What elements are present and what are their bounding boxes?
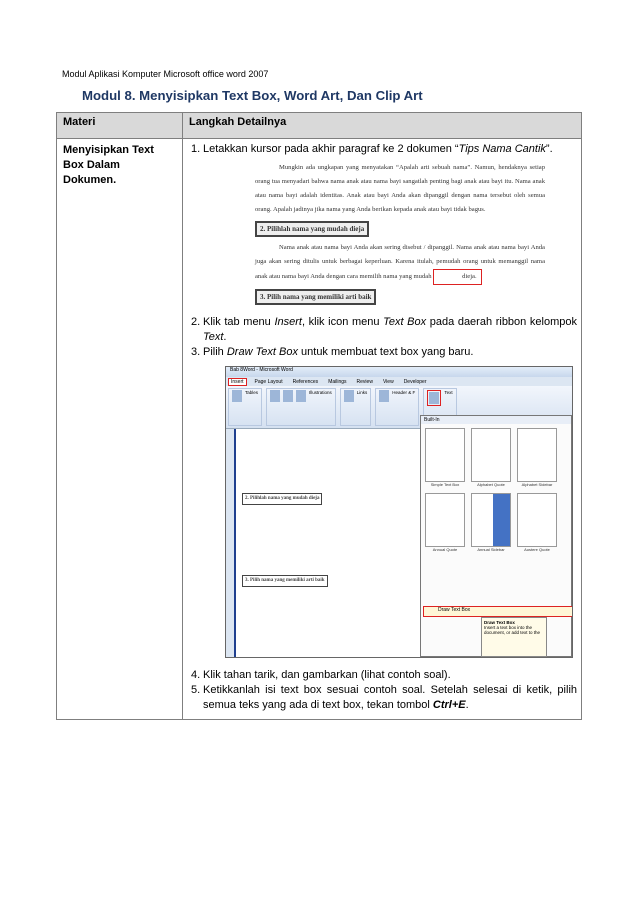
- tab-mailings[interactable]: Mailings: [328, 378, 347, 385]
- gallery-thumbnails: [421, 424, 571, 556]
- text-box-button[interactable]: [427, 390, 441, 406]
- thumb-annual-sidebar[interactable]: Annual Sidebar: [471, 493, 511, 552]
- doc-paragraph-1: Mungkin ada ungkapan yang menyatakan “Apalah arti sebuah nama”. Namun, hendaknya setiap orang tua menyadari bahwa nama anak atau nama bayi sangatlah penting bagi anak atau bayi itu. Nama anak atau nama bayi adalah identitas. Anak atau bayi Anda akan dipanggil dengan nama tersebut oleh semua orang. Apalah jadinya jika nama yang Anda berikan kepada anak atau bayi tidak bagus.: [255, 164, 545, 213]
- clip-art-icon[interactable]: [283, 390, 293, 402]
- step-1: 1. Letakkan kursor pada akhir paragraf ke 2 dokumen “Tips Nama Cantik”.: [191, 143, 553, 155]
- group-tables: Tables: [228, 388, 262, 426]
- step-2: 2. Klik tab menu Insert, klik icon menu Text Box pada daerah ribbon kelompok Text.: [191, 316, 577, 343]
- tab-review[interactable]: Review: [356, 378, 373, 385]
- group-header-footer: Header & F: [375, 388, 419, 426]
- header-icon[interactable]: [379, 390, 389, 402]
- langkah-cell: [183, 139, 582, 720]
- materi-cell: Menyisipkan Text Box Dalam Dokumen.: [57, 139, 183, 720]
- table-header-row: [57, 113, 582, 139]
- doc-heading-3: 3. Pilih nama yang memiliki arti baik: [255, 289, 376, 305]
- table-row: [57, 139, 582, 720]
- shapes-icon[interactable]: [296, 390, 306, 402]
- step-5: 5. Ketikkanlah isi text box sesuai contoh soal. Setelah selesai di ketik, pilih semua teks yang ada di text box, tekan tombol Ctrl+E.: [191, 684, 577, 711]
- gallery-title: Built-In: [421, 416, 571, 424]
- tab-developer[interactable]: Developer: [403, 378, 427, 385]
- cursor-position-marker: dieja.: [433, 269, 481, 285]
- steps-table: [56, 112, 582, 720]
- doc-heading-sample-1: 2. Pilihlah nama yang mudah dieja: [242, 493, 322, 505]
- draw-text-box-menu-item[interactable]: Draw Text Box: [423, 606, 573, 617]
- doc-heading-2: 2. Pilihlah nama yang mudah dieja: [255, 221, 369, 237]
- draw-text-box-tooltip: Draw Text Box Insert a text box into the document, or add text to the: [481, 617, 547, 657]
- hyperlink-icon[interactable]: [344, 390, 354, 402]
- thumb-austere-quote[interactable]: Austere Quote: [517, 493, 557, 552]
- tab-references[interactable]: References: [292, 378, 319, 385]
- doc-paragraph-2: Nama anak atau nama bayi Anda akan sering disebut / dipanggil. Nama anak atau nama bayi Anda juga akan sering ditulis untuk berbagai keperluan. Karena itulah, pemudah orang untuk memanggil nama anak atau nama bayi Anda dengan cara memilih nama yang mudah dieja.: [255, 241, 545, 285]
- table-icon[interactable]: [232, 390, 242, 402]
- group-illustrations: Illustrations: [266, 388, 336, 426]
- picture-icon[interactable]: [270, 390, 280, 402]
- ribbon-tabs: [226, 377, 572, 386]
- header-note: Modul Aplikasi Komputer Microsoft office word 2007: [62, 69, 269, 79]
- document-sample: [255, 161, 545, 309]
- text-box-gallery: [420, 415, 572, 657]
- thumb-alphabet-sidebar[interactable]: Alphabet Sidebar: [517, 428, 557, 487]
- column-header-langkah: Langkah Detailnya: [183, 113, 582, 139]
- step-3: 3. Pilih Draw Text Box untuk membuat text box yang baru.: [191, 346, 474, 358]
- document-area: [234, 429, 438, 657]
- step-4: 4. Klik tahan tarik, dan gambarkan (lihat contoh soal).: [191, 669, 451, 681]
- group-text: Text: [423, 388, 456, 426]
- tab-page-layout[interactable]: Page Layout: [254, 378, 283, 385]
- column-header-materi: Materi: [57, 113, 183, 139]
- tab-insert[interactable]: Insert: [228, 378, 247, 386]
- tab-view[interactable]: View: [382, 378, 394, 385]
- page-title: Modul 8. Menyisipkan Text Box, Word Art, Dan Clip Art: [82, 88, 423, 103]
- word-screenshot: [225, 366, 573, 658]
- group-links: Links: [340, 388, 372, 426]
- thumb-alphabet-quote[interactable]: Alphabet Quote: [471, 428, 511, 487]
- text-box-icon: [429, 392, 439, 404]
- window-title: Bab 8Word - Microsoft Word: [226, 367, 572, 377]
- doc-heading-sample-2: 3. Pilih nama yang memiliki arti baik: [242, 575, 328, 587]
- thumb-annual-quote[interactable]: Annual Quote: [425, 493, 465, 552]
- thumb-simple-text-box[interactable]: Simple Text Box: [425, 428, 465, 487]
